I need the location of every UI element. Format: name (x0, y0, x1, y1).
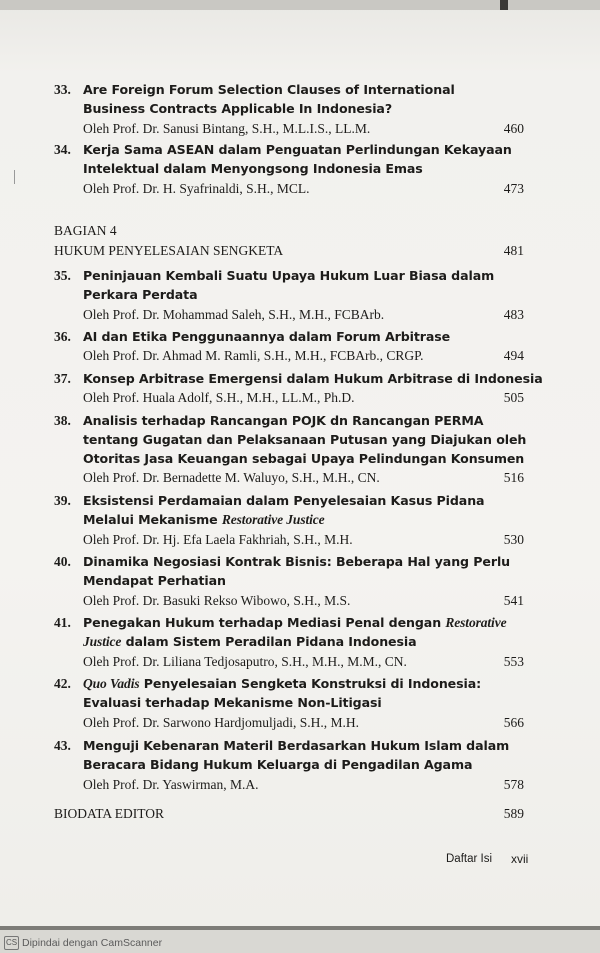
entry-title-line (83, 674, 498, 693)
entry-title-line: Kerja Sama ASEAN dalam Penguatan Perlindungan Kekayaan (83, 142, 512, 157)
entry-title-line: Analisis terhadap Rancangan POJK dn Rancangan PERMA (83, 413, 484, 428)
entry-author: Oleh Prof. Dr. Yaswirman, M.A. (83, 777, 259, 792)
scanner-text: Dipindai dengan CamScanner (22, 936, 163, 949)
entry-number: 42. (54, 676, 71, 691)
entry-title (83, 552, 511, 590)
entry-title-line: AI dan Etika Penggunaannya dalam Forum Arbitrase (83, 329, 451, 344)
entry-title-line: tentang Gugatan dan Pelaksanaan Putusan yang Diajukan oleh (83, 432, 527, 447)
entry-number: 35. (54, 268, 71, 283)
footer-page-number: xvii (511, 852, 529, 866)
entry-title (83, 674, 498, 712)
bottom-edge (0, 926, 600, 930)
title-text: dalam Sistem Peradilan Pidana Indonesia (121, 634, 417, 649)
entry-author: Oleh Prof. Dr. Bernadette M. Waluyo, S.H., M.H., CN. (83, 470, 380, 485)
entry-page: 553 (503, 654, 524, 669)
entry-number: 37. (54, 371, 71, 386)
entry-author: Oleh Prof. Dr. Mohammad Saleh, S.H., M.H., FCBArb. (83, 307, 385, 322)
entry-title-line: Are Foreign Forum Selection Clauses of International (83, 82, 455, 97)
entry-title-line: Otoritas Jasa Keuangan sebagai Upaya Pelindungan Konsumen (83, 451, 525, 466)
entry-title-line: Beracara Bidang Hukum Keluarga di Pengadilan Agama (83, 757, 473, 772)
entry-title-line (83, 613, 507, 632)
title-text: Penegakan Hukum terhadap Mediasi Penal dengan (83, 615, 446, 630)
entry-page: 516 (503, 470, 524, 485)
entry-title (83, 613, 507, 651)
entry-number: 36. (54, 329, 71, 344)
title-text: Penyelesaian Sengketa Konstruksi di Indonesia: (139, 676, 482, 691)
entry-page: 460 (503, 121, 524, 136)
entry-author: Oleh Prof. Dr. Sanusi Bintang, S.H., M.L.I.S., LL.M. (83, 121, 371, 136)
section-page: 481 (503, 243, 524, 258)
section-part: BAGIAN 4 (54, 223, 117, 238)
title-italic-text: Justice (83, 634, 122, 649)
entry-number: 41. (54, 615, 71, 630)
entry-title-line: Menguji Kebenaran Materil Berdasarkan Hukum Islam dalam (83, 738, 510, 753)
section-title: HUKUM PENYELESAIAN SENGKETA (54, 243, 284, 258)
footer-label: Daftar Isi (446, 853, 493, 865)
biodata-page: 589 (503, 806, 524, 821)
margin-mark (14, 170, 15, 184)
entry-title-line: Business Contracts Applicable In Indonesia? (83, 101, 393, 116)
entry-page: 494 (503, 348, 524, 363)
entry-page: 505 (503, 390, 524, 405)
entry-title-line (83, 632, 498, 651)
biodata-label: BIODATA EDITOR (54, 806, 165, 821)
entry-page: 541 (503, 593, 524, 608)
title-text: Melalui Mekanisme (83, 512, 222, 527)
entry-title (83, 736, 510, 774)
entry-title (83, 491, 498, 529)
entry-page: 530 (503, 532, 524, 547)
entry-title-line: Perkara Perdata (83, 287, 198, 302)
entry-title-line (83, 510, 498, 529)
entry-title-line: Peninjauan Kembali Suatu Upaya Hukum Luar Biasa dalam (83, 268, 495, 283)
top-edge (0, 0, 600, 10)
title-italic-text: Restorative Justice (221, 512, 325, 527)
title-italic-text: Restorative (445, 615, 507, 630)
entry-title (83, 140, 512, 178)
entry-title (83, 80, 498, 118)
entry-page: 483 (503, 307, 524, 322)
entry-number: 43. (54, 738, 71, 753)
entry-page: 566 (503, 715, 524, 730)
entry-title (83, 327, 498, 346)
entry-title-line: Dinamika Negosiasi Kontrak Bisnis: Beberapa Hal yang Perlu (83, 554, 511, 569)
entry-title (83, 411, 527, 468)
title-italic-text: Quo Vadis (83, 676, 140, 691)
entry-author: Oleh Prof. Dr. H. Syafrinaldi, S.H., MCL. (83, 181, 310, 196)
entry-title-line: Mendapat Perhatian (83, 573, 226, 588)
entry-author: Oleh Prof. Dr. Ahmad M. Ramli, S.H., M.H., FCBArb., CRGP. (83, 348, 424, 363)
entry-author: Oleh Prof. Huala Adolf, S.H., M.H., LL.M., Ph.D. (83, 390, 355, 405)
entry-number: 34. (54, 142, 71, 157)
entry-title (83, 266, 498, 304)
entry-author: Oleh Prof. Dr. Liliana Tedjosaputro, S.H., M.H., M.M., CN. (83, 654, 407, 669)
entry-author: Oleh Prof. Dr. Hj. Efa Laela Fakhriah, S.H., M.H. (83, 532, 353, 547)
entry-title-line: Eksistensi Perdamaian dalam Penyelesaian Kasus Pidana (83, 493, 485, 508)
entry-title-line: Intelektual dalam Menyongsong Indonesia Emas (83, 161, 423, 176)
entry-page: 473 (503, 181, 524, 196)
camscanner-icon: CS (4, 936, 19, 950)
entry-title-line: Konsep Arbitrase Emergensi dalam Hukum Arbitrase di Indonesia (83, 371, 543, 386)
entry-author: Oleh Prof. Dr. Basuki Rekso Wibowo, S.H., M.S. (83, 593, 351, 608)
entry-page: 578 (503, 777, 524, 792)
entry-number: 40. (54, 554, 71, 569)
entry-number: 39. (54, 493, 71, 508)
entry-title-line: Evaluasi terhadap Mekanisme Non-Litigasi (83, 695, 382, 710)
scanner-watermark (4, 936, 162, 950)
entry-number: 33. (54, 82, 71, 97)
entry-title (83, 369, 543, 388)
entry-number: 38. (54, 413, 71, 428)
entry-author: Oleh Prof. Dr. Sarwono Hardjomuljadi, S.H., M.H. (83, 715, 359, 730)
